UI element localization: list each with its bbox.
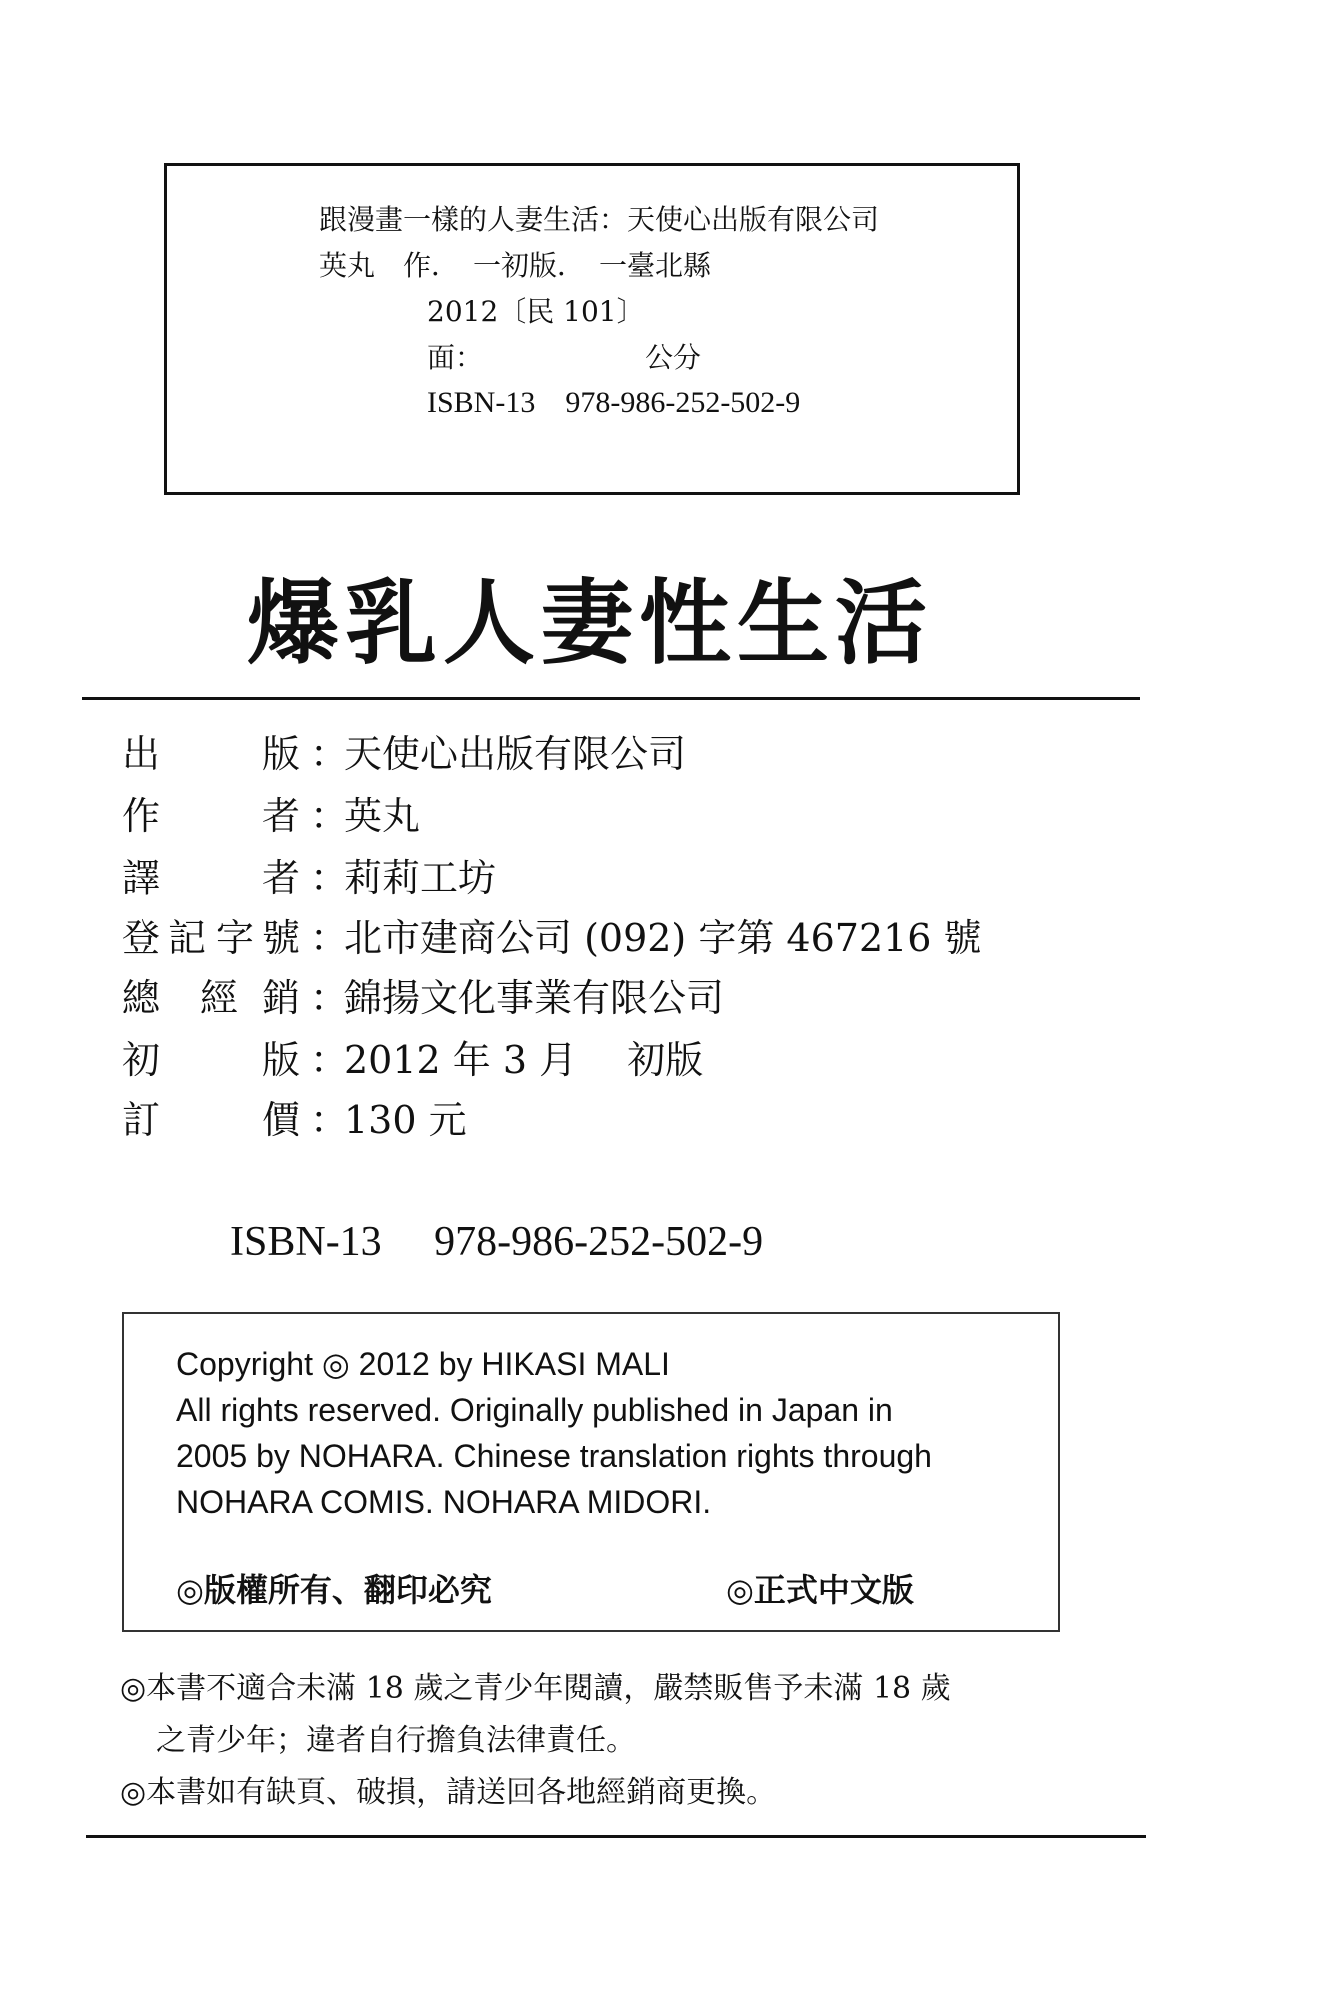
cip-box	[164, 163, 1020, 495]
info-label-char: 版	[262, 732, 301, 776]
cip-year-line: 2012〔民 101〕	[427, 295, 645, 328]
cip-size-unit: 公分	[645, 341, 702, 374]
info-label	[122, 852, 349, 904]
info-label-char: 訂	[122, 1098, 161, 1142]
info-value: 錦揚文化事業有限公司	[344, 976, 725, 1020]
copyright-line: NOHARA COMIS. NOHARA MIDORI.	[176, 1484, 712, 1520]
divider-bottom	[86, 1835, 1146, 1838]
info-label-char: 作	[122, 794, 161, 838]
cip-isbn-line: ISBN-13 978-986-252-502-9	[427, 386, 801, 419]
info-label	[122, 1034, 349, 1086]
info-colon: ：	[310, 976, 349, 1020]
info-label	[122, 728, 349, 780]
info-label-char: 登	[122, 916, 161, 960]
info-label-char: 號	[262, 916, 301, 960]
book-title: 爆乳人妻性生活	[246, 570, 933, 677]
cip-pages-label: 面：	[427, 341, 484, 374]
age-restriction-note: ◎本書不適合未滿 18 歲之青少年閱讀，嚴禁販售予未滿 18 歲	[120, 1671, 951, 1706]
info-colon: ：	[310, 732, 349, 776]
info-colon: ：	[310, 1098, 349, 1142]
info-label-char: 記	[168, 916, 207, 960]
age-restriction-note-continued: 之青少年；違者自行擔負法律責任。	[156, 1723, 636, 1758]
info-value: 2012 年 3 月 初版	[344, 1038, 704, 1082]
info-value: 英丸	[344, 794, 421, 838]
info-label-char: 價	[262, 1098, 301, 1142]
info-label-char: 總	[122, 976, 161, 1020]
info-colon: ：	[310, 856, 349, 900]
cip-edition-line: 英丸 作． 一初版． 一臺北縣	[319, 249, 712, 282]
info-label-char: 者	[262, 794, 301, 838]
info-value: 天使心出版有限公司	[344, 732, 687, 776]
info-value: 130 元	[344, 1098, 467, 1142]
info-label	[122, 972, 349, 1024]
divider-top	[82, 697, 1140, 700]
info-label-char: 譯	[122, 856, 161, 900]
damage-replacement-note: ◎本書如有缺頁、破損，請送回各地經銷商更換。	[120, 1775, 777, 1810]
official-chinese-edition-notice: ◎正式中文版	[726, 1571, 914, 1609]
info-label-char: 者	[262, 856, 301, 900]
info-value: 北市建商公司 (092) 字第 467216 號	[344, 916, 982, 960]
info-colon: ：	[310, 794, 349, 838]
info-label-char: 初	[122, 1038, 161, 1082]
copyright-line: All rights reserved. Originally published in Japan in	[176, 1392, 893, 1428]
info-label-char: 經	[200, 976, 239, 1020]
isbn: ISBN-13 978-986-252-502-9	[230, 1219, 764, 1265]
copyright-line: 2005 by NOHARA. Chinese translation rights through	[176, 1438, 932, 1474]
info-label	[122, 912, 349, 964]
info-colon: ：	[310, 916, 349, 960]
rights-reserved-notice: ◎版權所有、翻印必究	[176, 1571, 492, 1609]
cip-title-line: 跟漫畫一樣的人妻生活：天使心出版有限公司	[319, 203, 880, 236]
info-label-char: 版	[262, 1038, 301, 1082]
info-colon: ：	[310, 1038, 349, 1082]
info-label-char: 銷	[262, 976, 301, 1020]
copyright-line: Copyright ◎ 2012 by HIKASI MALI	[176, 1346, 670, 1382]
info-label-char: 出	[122, 732, 161, 776]
copyright-box	[122, 1312, 1060, 1632]
info-label	[122, 790, 349, 842]
info-value: 莉莉工坊	[344, 856, 497, 900]
info-label-char: 字	[216, 916, 255, 960]
info-label	[122, 1094, 349, 1146]
